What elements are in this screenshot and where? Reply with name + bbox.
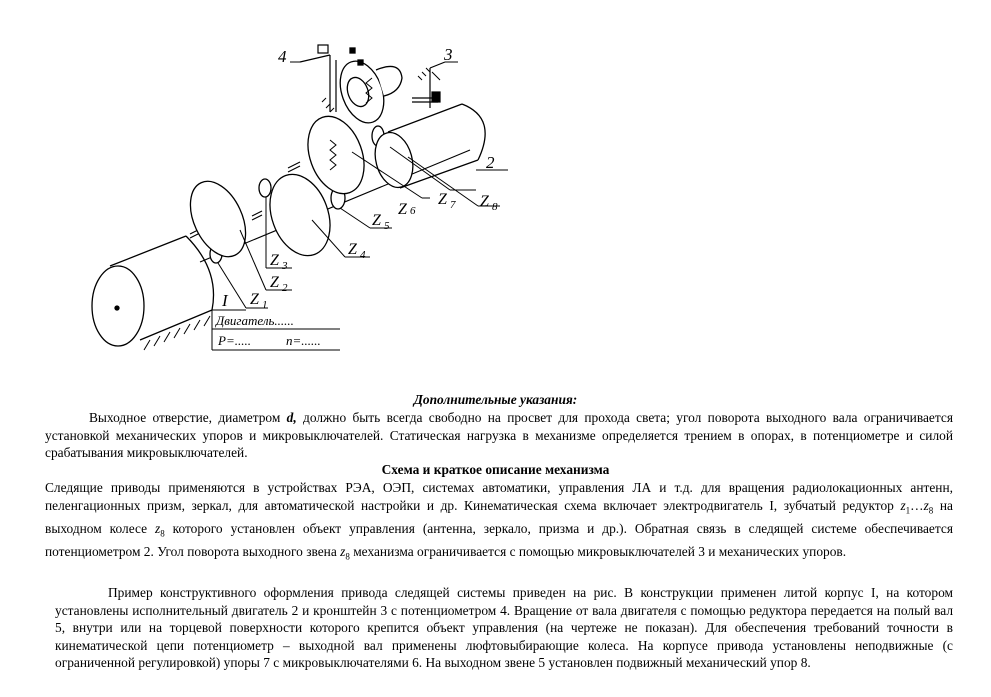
section2-text-d: механизма ограничивается с помощью микровыключателей 3 и механических упоров. xyxy=(349,544,847,560)
label-z1-sub: 1 xyxy=(262,299,268,311)
label-z7-sub: 7 xyxy=(450,199,456,211)
section1-d: d, xyxy=(286,410,297,425)
section1-text-a: Выходное отверстие, диаметром xyxy=(89,410,287,425)
section2-z8c-sub: 8 xyxy=(345,551,350,562)
label-z7: Z xyxy=(438,191,447,208)
section2-z8c: z xyxy=(340,544,346,560)
label-z8-sub: 8 xyxy=(492,201,498,213)
microswitch-bracket xyxy=(412,62,445,108)
motor-cylinder xyxy=(92,236,214,350)
section2-z8a: z xyxy=(923,497,929,513)
label-z3-sub: 3 xyxy=(282,260,288,272)
section2-z8b-sub: 8 xyxy=(160,528,165,539)
section2-text-b: на выходном колесе xyxy=(45,497,953,536)
output-cylinder xyxy=(369,104,485,192)
section2-z1: z xyxy=(900,497,906,513)
label-z1: Z xyxy=(250,291,259,308)
motor-table-speed: n=...... xyxy=(286,333,321,348)
section1-text-b: должно быть всегда свободно на просвет для прохода света; угол поворота выходного вала ограничивается установкой механических упоров и микровыключателей. Статическая нагрузка в механизме определяется трением в опорах, в потенциометре и силой срабатывания микровыключателей. xyxy=(45,410,953,461)
label-z8: Z xyxy=(480,193,489,210)
section1-paragraph xyxy=(45,409,953,462)
section2-z1-sub: 1 xyxy=(905,505,911,516)
gear-z2 xyxy=(179,173,256,266)
label-z4-sub: 4 xyxy=(360,249,366,261)
section1-title: Дополнительные указания: xyxy=(413,392,578,407)
label-I: I xyxy=(222,291,228,310)
label-z2: Z xyxy=(270,274,279,291)
motor-table-title: Двигатель...... xyxy=(216,313,294,328)
section2-title: Схема и краткое описание механизма xyxy=(381,462,610,477)
label-z4: Z xyxy=(348,241,357,258)
label-z6: Z xyxy=(398,201,407,218)
label-z2-sub: 2 xyxy=(282,282,288,294)
motor-table-power: P=..... xyxy=(218,333,251,348)
section2-dots: … xyxy=(910,497,924,513)
label-z5: Z xyxy=(372,212,381,229)
section2-text-c: которого установлен объект управления (антенна, зеркало, призма и др.). Обратная связь в следящей системе обеспечивается потенциометром 2. Угол поворота выходного звена xyxy=(45,520,953,560)
label-2: 2 xyxy=(486,153,495,172)
section3-paragraph: Пример конструктивного оформления привода следящей системы приведен на рис. В конструкции применен литой корпус I, на котором установлены исполнительный двигатель 2 и кронштейн 3 с потенциометром 4. Вращение от вала двигателя с помощью редуктора передается на полый вал 5, внутри или на торцевой поверхности которого крепится объект управления (на чертеже не показан). Для обеспечения требований точности в кинематической цепи потенциометр – выходной вал применены люфтовыбирающие колеса. На корпусе привода установлены неподвижные (с ограниченной регулировкой) упоры 7 с микровыключателями 6. На выходном звене 5 установлен подвижный механический упор 8. xyxy=(55,585,953,671)
label-z6-sub: 6 xyxy=(410,205,416,217)
label-z5-sub: 5 xyxy=(384,220,390,232)
section2-text-a: Следящие приводы применяются в устройствах РЭА, ОЭП, системах автоматики, управления ЛА и т.д. для вращения радиолокационных антенн, пеленгационных призм, зеркал, для автоматической настройки и др. Кинематическая схема включает электродвигатель I, зубчатый редуктор xyxy=(45,480,953,513)
stop-bracket xyxy=(300,45,336,112)
gear-z3 xyxy=(259,179,271,197)
label-z3: Z xyxy=(270,252,279,269)
label-4: 4 xyxy=(278,47,287,66)
label-3: 3 xyxy=(444,45,453,64)
section2-paragraph xyxy=(45,479,953,566)
section2-z8a-sub: 8 xyxy=(928,505,934,516)
section2-z8b: z xyxy=(154,520,161,536)
